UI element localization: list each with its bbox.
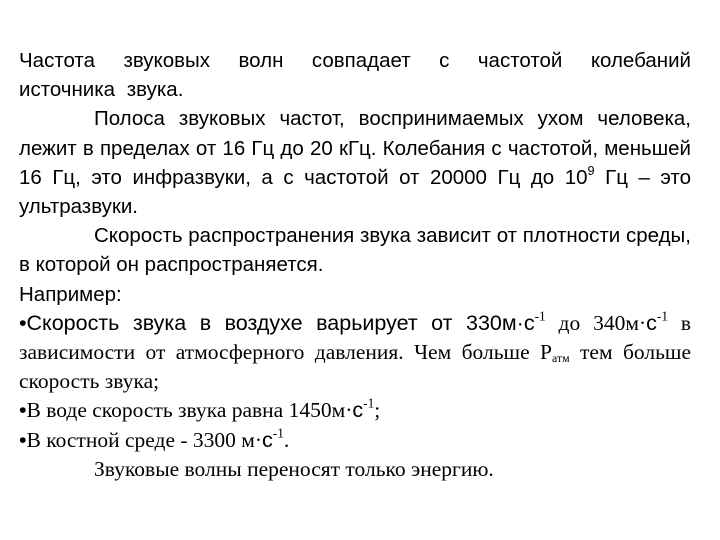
bullet-marker: • [19,310,27,335]
unit-exponent: -1 [363,395,375,411]
unit-seconds: с [352,398,364,423]
frequency-band-text: Полоса звуковых частот, воспринимаемых ухом человека, лежит в пределах от 16 Гц до 20 кГц. Колебания с частотой, меньшей 16 Гц, это инфразвуки, а с частотой от 20000 Гц до 10 [19,107,691,189]
bullet-water-text: В воде скорость звука равна 1450м· [26,398,353,423]
bullet-air-range: до 340м· [545,310,647,335]
bullet-marker: • [19,398,27,423]
unit-seconds: с [646,310,657,335]
unit-seconds: с [262,427,273,452]
bullet-bone-speed [19,426,691,455]
bullet-bone-text: В костной среде - 3300 м· [26,427,263,452]
unit-exponent: -1 [656,308,668,324]
speed-density-text: Скорость распространения звука зависит от плотности среды, в которой он распространяется. [19,224,691,277]
slide-text-body [19,46,691,484]
bullet-air-pressure: в зависимости от атмосферного давления. Чем больше P [19,310,692,365]
frequency-band-tail: Гц – это ультразвуки. [19,165,691,219]
bullet-marker: • [19,427,27,452]
bullet-air-tail: тем больше скорость звука; [19,340,691,394]
pressure-subscript: атм [552,350,570,365]
unit-exponent: -1 [534,308,546,324]
example-label-text: Например: [19,282,122,306]
energy-text: Звуковые волны переносят только энергию. [94,456,494,481]
bullet-bone-tail: . [283,427,290,452]
bullet-air-text: Скорость звука в воздухе варьирует от 330м· [26,310,524,335]
power-exponent: 9 [587,162,595,178]
unit-exponent: -1 [272,425,284,441]
paragraph-energy [19,455,691,484]
paragraph-frequency-band [19,104,691,221]
paragraph-speed-density [19,221,691,279]
paragraph-example-label [19,280,691,309]
bullet-water-tail: ; [374,398,381,423]
bullet-water-speed [19,396,691,425]
bullet-air-speed [19,309,691,397]
paragraph-frequency [19,46,691,104]
paragraph-frequency-text: Частота звуковых волн совпадает с частотой колебаний источника звука. [19,49,691,102]
unit-seconds: с [523,310,535,335]
